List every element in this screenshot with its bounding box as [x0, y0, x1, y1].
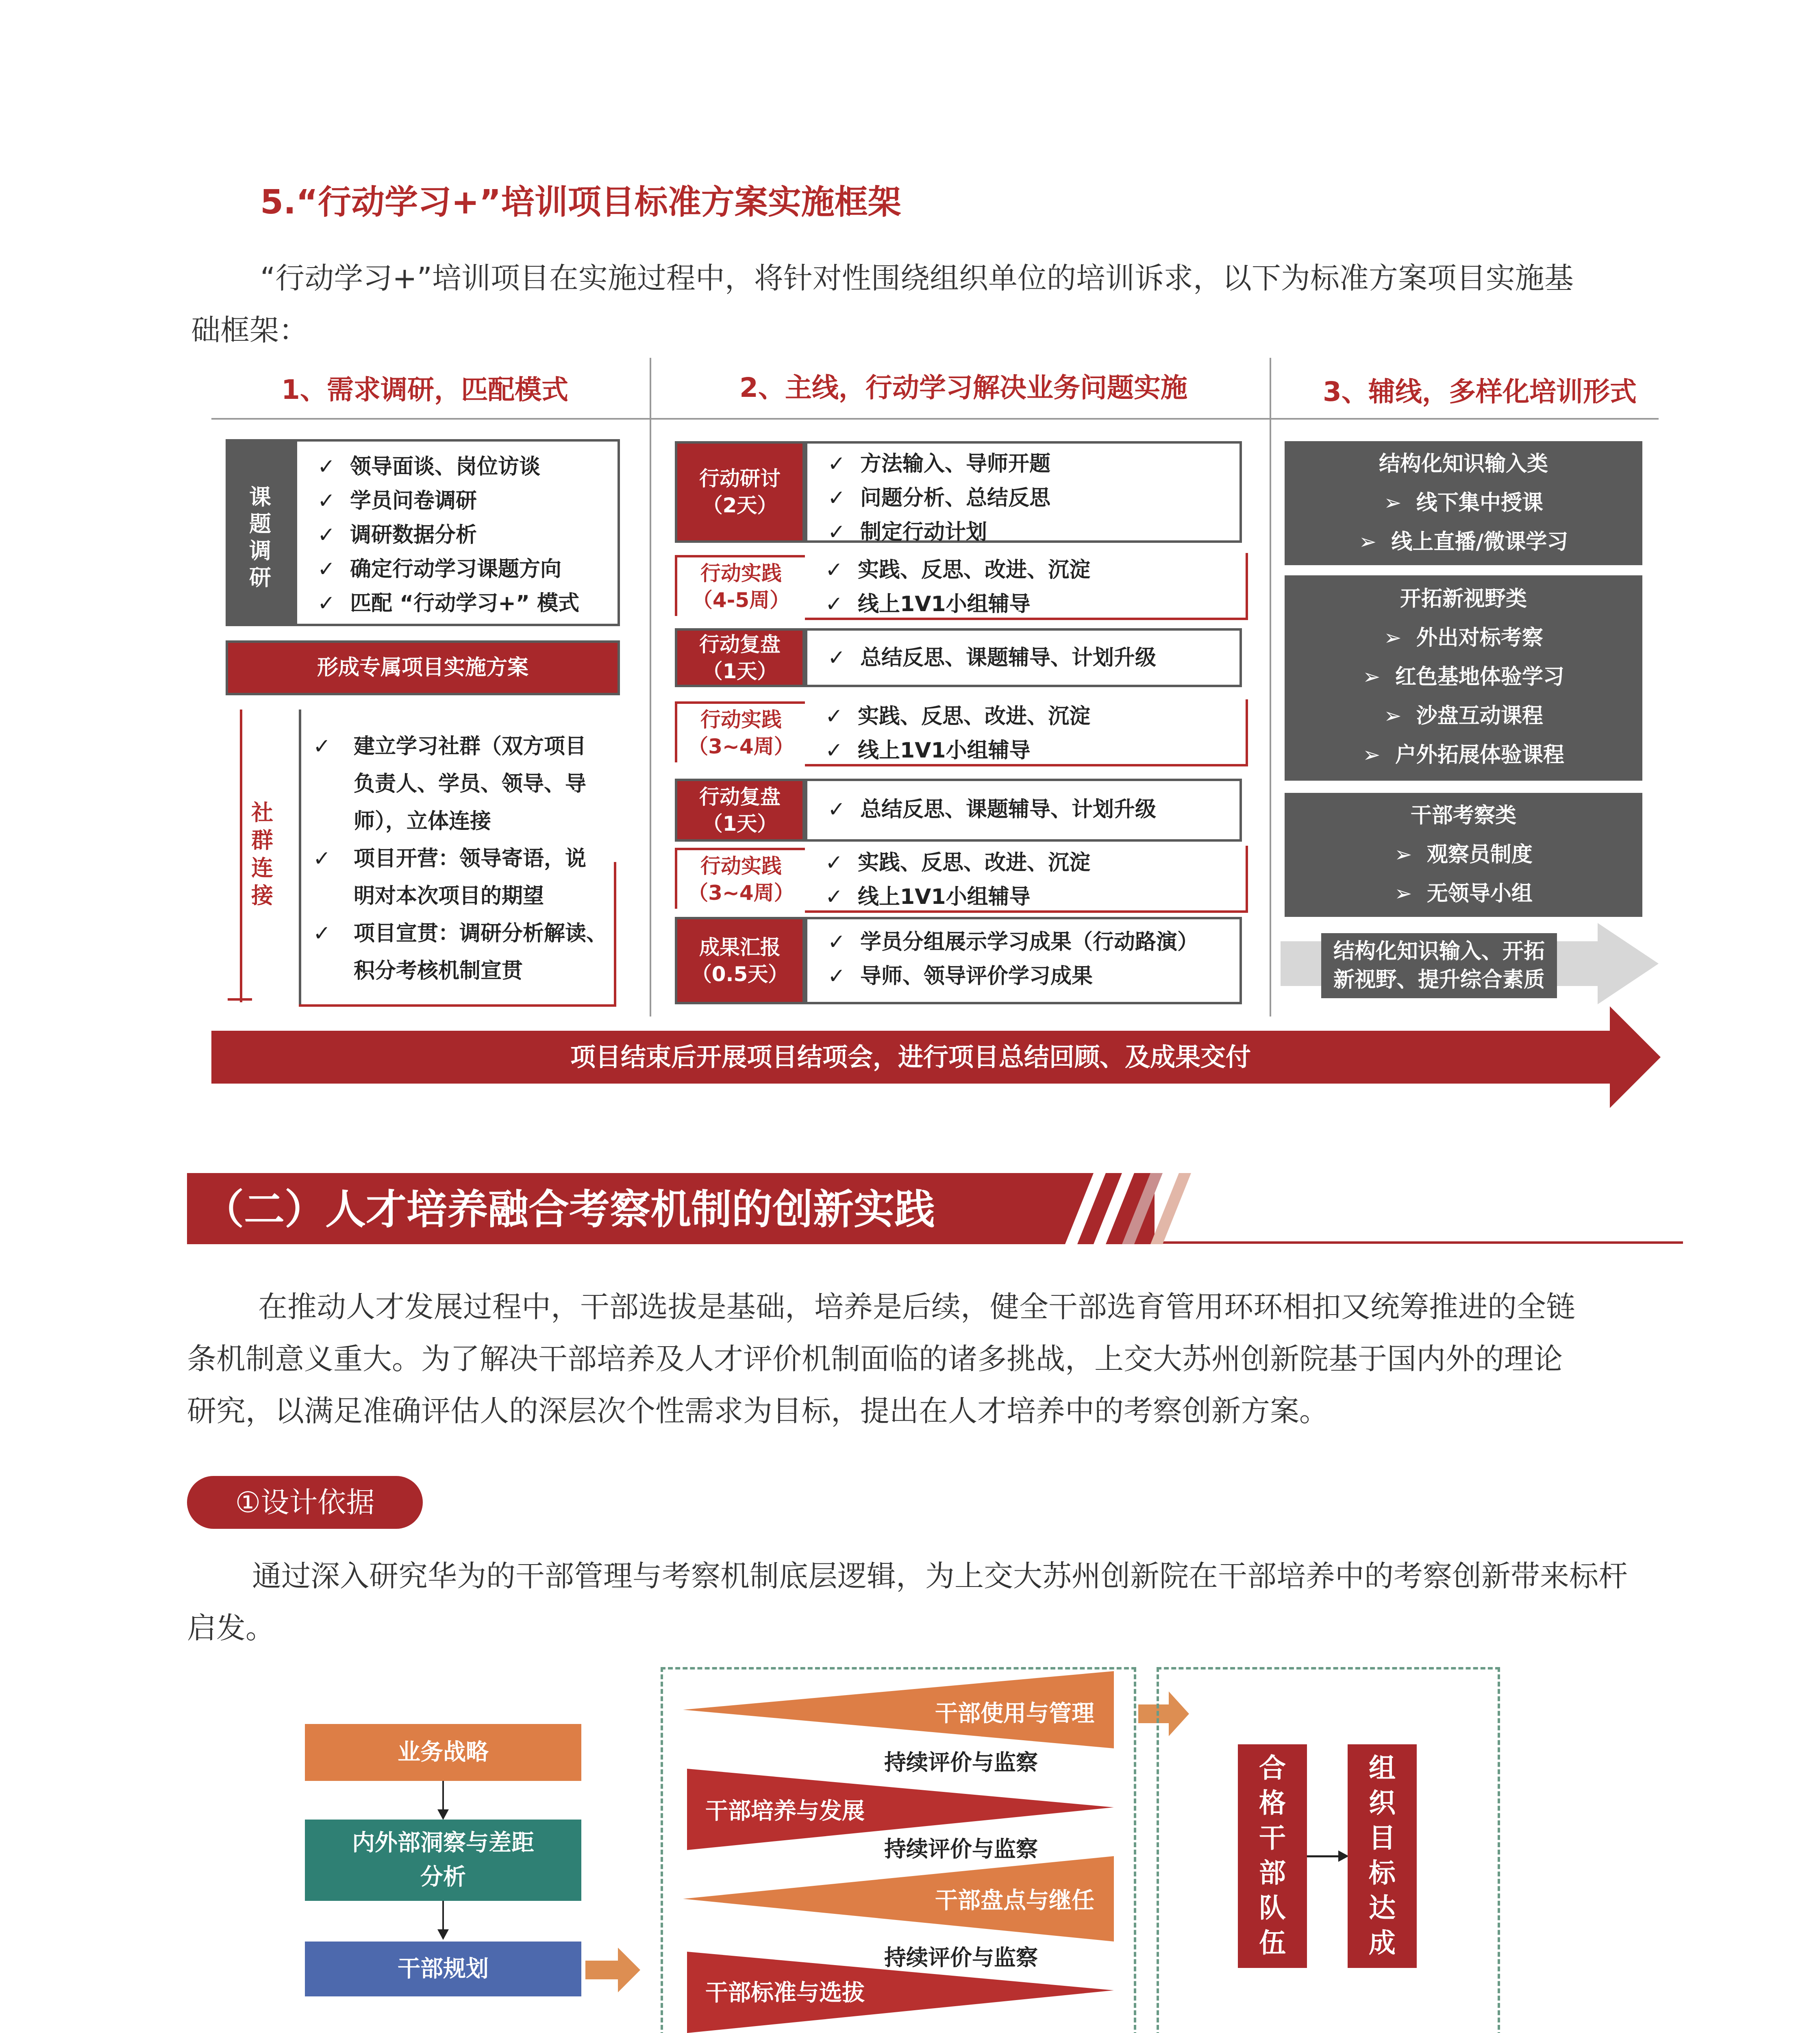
wedge-label: 干部使用与管理 — [935, 1700, 1094, 1727]
arrow-down-icon — [437, 1809, 449, 1820]
stage-box: 行动实践 （3~4周） — [675, 701, 805, 762]
design-basis-paragraph: 通过深入研究华为的干部管理与考察机制底层逻辑，为上交大苏州创新院在干部培养中的考察创新带来标杆 启发。 — [187, 1559, 1628, 1645]
stage-box: 行动复盘 （1天） — [675, 779, 805, 842]
community-item: ✓ 项目宣贯：调研分析解读、 — [313, 921, 608, 946]
arrow-down-icon — [437, 1929, 449, 1940]
section-underline — [187, 1241, 1683, 1244]
stage-list: ✓ 实践、反思、改进、沉淀 ✓ 线上1V1小组辅导 — [805, 553, 1248, 620]
research-item: ✓ 调研数据分析 — [317, 523, 477, 547]
intro-paragraph: “行动学习+”培训项目在实施过程中，将针对性围绕组织单位的培训诉求，以下为标准方案项目实施基 础框架： — [191, 261, 1574, 347]
connector — [442, 1901, 444, 1933]
header-divider — [211, 418, 1659, 420]
aux-box: 结构化知识输入类 ➢ 线下集中授课 ➢ 线上直播/微课学习 — [1285, 441, 1642, 565]
org-goal-box: 组 织 目 标 达 成 — [1348, 1744, 1417, 1968]
col3-header: 3、辅线，多样化培训形式 — [1323, 376, 1637, 407]
research-item: ✓ 匹配 “行动学习+” 模式 — [317, 591, 580, 616]
section-title: 5.“行动学习+”培训项目标准方案实施框架 — [260, 183, 901, 222]
research-item: ✓ 领导面谈、岗位访谈 — [317, 455, 541, 479]
community-item: ✓ 项目开营：领导寄语，说 — [313, 847, 587, 871]
aux-arrow-label: 结构化知识输入、开拓 新视野、提升综合素质 — [1321, 933, 1557, 998]
research-list — [295, 439, 620, 626]
stage-box: 行动实践 （3~4周） — [675, 848, 805, 909]
arrow-right-icon — [585, 1948, 642, 1992]
stage-box: 行动实践 （4-5周） — [675, 555, 805, 616]
wedge-label: 干部培养与发展 — [705, 1798, 865, 1824]
stage-box: 行动研讨 （2天） — [675, 441, 805, 543]
business-strategy-box: 业务战略 — [305, 1724, 581, 1781]
connector — [1307, 1855, 1342, 1857]
community-item: ✓ 建立学习社群（双方项目 — [313, 734, 587, 759]
stage-box: 成果汇报 （0.5天） — [675, 917, 805, 1004]
insight-box: 内外部洞察与差距 分析 — [305, 1820, 581, 1901]
stage-list: ✓ 方法输入、导师开题 ✓ 问题分析、总结反思 ✓ 制定行动计划 — [805, 441, 1242, 543]
stage-list: ✓ 实践、反思、改进、沉淀 ✓ 线上1V1小组辅导 — [805, 846, 1248, 913]
stage-list: ✓ 实践、反思、改进、沉淀 ✓ 线上1V1小组辅导 — [805, 699, 1248, 766]
stage-list: ✓ 总结反思、课题辅导、计划升级 — [805, 628, 1242, 687]
cadre-plan-box: 干部规划 — [305, 1942, 581, 1996]
community-label: 社群连接 — [251, 800, 273, 908]
stage-list: ✓ 学员分组展示学习成果（行动路演） ✓ 导师、领导评价学习成果 — [805, 917, 1242, 1004]
monitor-label: 持续评价与监察 — [884, 1836, 1038, 1862]
col1-header: 1、需求调研，匹配模式 — [281, 374, 568, 405]
aux-box: 开拓新视野类 ➢ 外出对标考察 ➢ 红色基地体验学习 ➢ 沙盘互动课程 ➢ 户外拓展体验课程 — [1285, 575, 1642, 781]
wedge-label: 干部盘点与继任 — [935, 1887, 1094, 1914]
stage-list: ✓ 总结反思、课题辅导、计划升级 — [805, 779, 1242, 842]
community-bracket-foot — [228, 998, 252, 1001]
connector — [442, 1781, 444, 1813]
community-bracket — [240, 710, 242, 1002]
research-item: ✓ 学员问卷调研 — [317, 489, 477, 513]
bottom-arrow-label: 项目结束后开展项目结项会，进行项目总结回顾、及成果交付 — [570, 1042, 1251, 1072]
banner-stripes — [1041, 1173, 1203, 1244]
community-list: ✓ 建立学习社群（双方项目 负责人、学员、领导、导 师），立体连接 ✓ 项目开营：领导寄语，说 明对本次项目的期望 ✓ 项目宣贯：调研分析解读、 积分考核机制宣贯 — [313, 728, 622, 990]
col-divider-1 — [650, 358, 651, 1016]
section-2-paragraph: 在推动人才发展过程中，干部选拔是基础，培养是后续，健全干部选育管用环环相扣又统筹推进的全链 条机制意义重大。为了解决干部培养及人才评价机制面临的诸多挑战，上交大苏州创新院基于国内外的理论 研究，以满足准确评估人的深层次个性需求为目标，提出在人才培养中的考察创新方案。 — [187, 1290, 1576, 1428]
result-box — [1157, 1667, 1500, 2033]
plan-bar: 形成专属项目实施方案 — [226, 640, 620, 695]
stage-box: 行动复盘 （1天） — [675, 628, 805, 687]
research-item: ✓ 确定行动学习课题方向 — [317, 557, 562, 581]
community-line — [299, 710, 301, 1006]
col-divider-2 — [1270, 358, 1271, 1016]
monitor-label: 持续评价与监察 — [884, 1945, 1038, 1970]
aux-box: 干部考察类 ➢ 观察员制度 ➢ 无领导小组 — [1285, 793, 1642, 917]
wedge-label: 干部标准与选拔 — [705, 1980, 865, 2006]
col2-header: 2、主线，行动学习解决业务问题实施 — [739, 372, 1187, 403]
monitor-label: 持续评价与监察 — [884, 1750, 1038, 1775]
design-basis-pill: ①设计依据 — [187, 1476, 423, 1529]
qualified-cadre-box: 合 格 干 部 队 伍 — [1238, 1744, 1307, 1968]
research-label: 课题调研 — [226, 439, 295, 626]
section-2-title: （二）人才培养融合考察机制的创新实践 — [203, 1186, 935, 1233]
